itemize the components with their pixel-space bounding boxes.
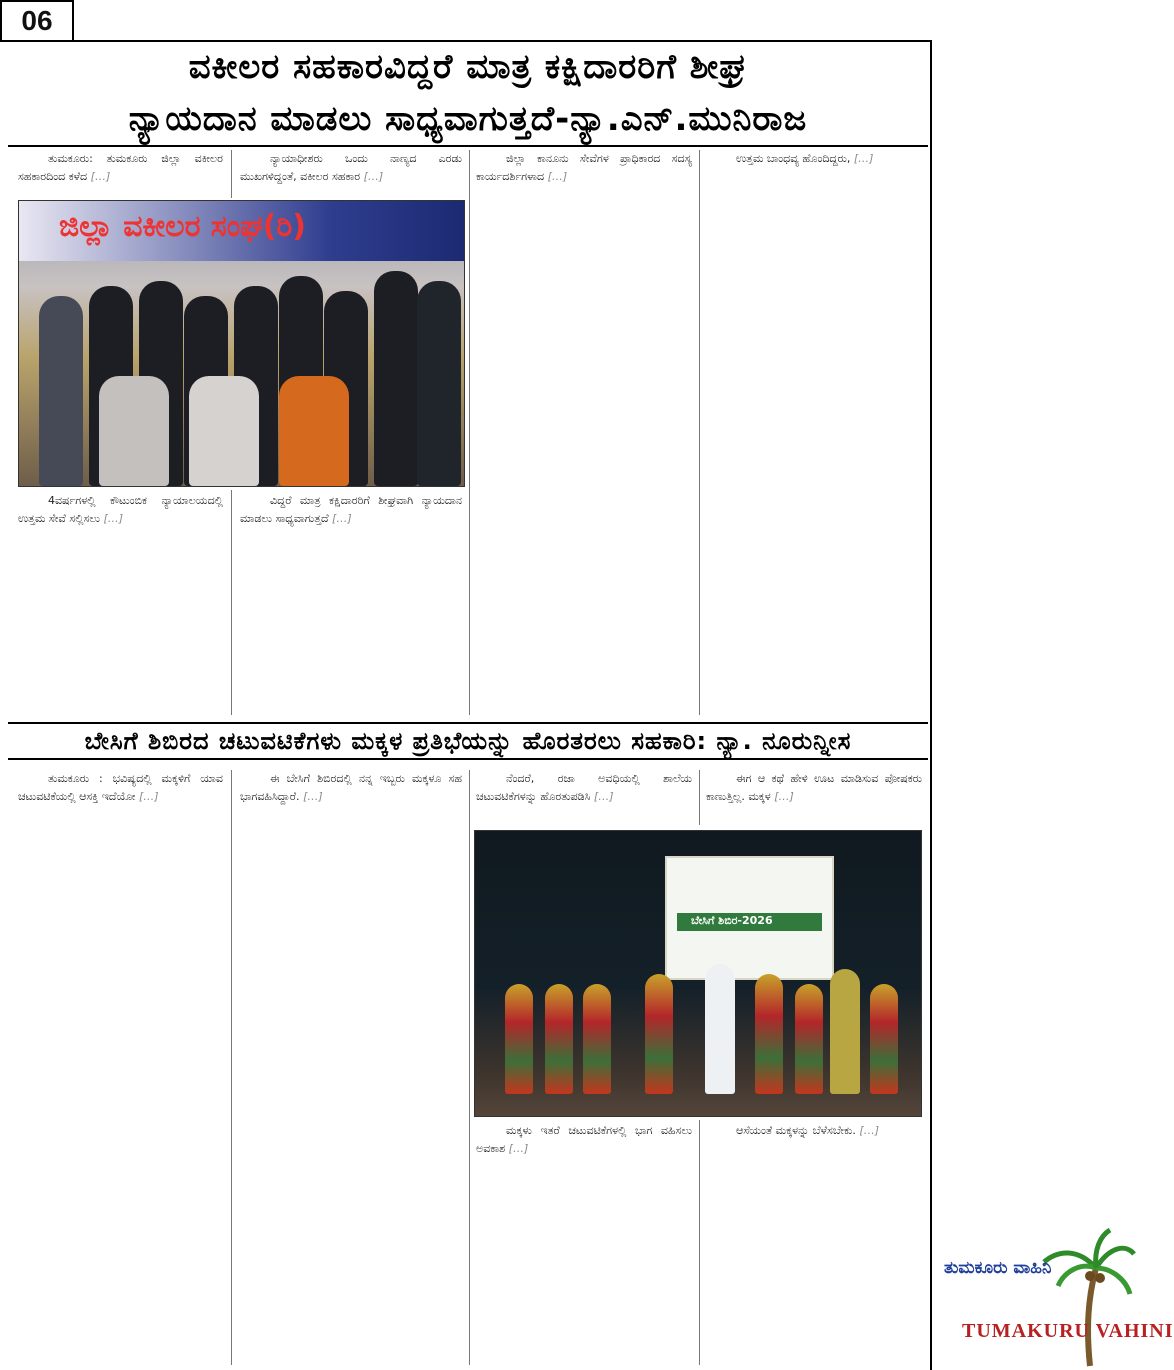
story1-col1-bottom-text: 4ವರ್ಷಗಳಲ್ಲಿ ಕೌಟುಂಬಿಕ ನ್ಯಾಯಾಲಯದಲ್ಲಿ ಉತ್ತಮ ಸೇವೆ ಸಲ್ಲಿಸಲು: [18, 494, 223, 525]
photo-dancer: [645, 974, 673, 1094]
story2-col3-top-text: ನೆಂದರೆ, ರಜಾ ಅವಧಿಯಲ್ಲಿ ಶಾಲೆಯ ಚಟುವಟಿಕೆಗಳನ್ನು ಹೊರತುಪಡಿಸಿ: [476, 772, 692, 803]
column-rule: [699, 1120, 700, 1365]
story1-photo-banner-text: ಜಿಲ್ಲಾ ವಕೀಲರ ಸಂಘ(ರಿ): [59, 209, 306, 244]
story1-col2-bottom: [240, 492, 462, 714]
column-rule: [469, 150, 470, 715]
story2-col2-text: ಈ ಬೇಸಿಗೆ ಶಿಬಿರದಲ್ಲಿ ನನ್ನ ಇಬ್ಬರು ಮಕ್ಕಳೂ ಸಹ ಭಾಗವಹಿಸಿದ್ದಾರೆ.: [240, 772, 462, 803]
logo-name-english: TUMAKURU VAHINI: [962, 1320, 1174, 1342]
story1-col3-missing: […]: [547, 170, 568, 183]
story1-headline-line1: ವಕೀಲರ ಸಹಕಾರವಿದ್ದರೆ ಮಾತ್ರ ಕಕ್ಷಿದಾರರಿಗೆ ಶೀಘ್ರ: [188, 47, 748, 87]
story2-col2-missing: […]: [303, 790, 323, 803]
palm-tree-icon: [940, 1228, 1136, 1368]
column-rule: [231, 490, 232, 715]
story1-col2-bottom-text: ವಿದ್ದರೆ ಮಾತ್ರ ಕಕ್ಷಿದಾರರಿಗೆ ಶೀಘ್ರವಾಗಿ ನ್ಯಾಯದಾನ ಮಾಡಲು ಸಾಧ್ಯವಾಗುತ್ತದೆ: [240, 494, 462, 525]
story1-col1-top-missing: […]: [90, 170, 111, 183]
story2-col4-bottom-missing: […]: [859, 1124, 879, 1137]
story1-col1-bottom: [18, 492, 223, 714]
story2-photo: [474, 830, 922, 1117]
story1-headline-line2: ನ್ಯಾಯದಾನ ಮಾಡಲು ಸಾಧ್ಯವಾಗುತ್ತದೆ-ನ್ಯಾ.ಎನ್.ಮುನಿರಾಜ: [128, 99, 808, 139]
story2-col4-top-text: ಈಗ ಆ ಕಥೆ ಹೇಳಿ ಊಟ ಮಾಡಿಸುವ ಪೋಷಕರು ಕಾಣುತ್ತಿಲ್ಲ. ಮಕ್ಕಳ: [706, 772, 922, 803]
story1-col2-top-text: ನ್ಯಾಯಾಧೀಶರು ಒಂದು ನಾಣ್ಯದ ಎರಡು ಮುಖಗಳಿದ್ದಂತೆ, ವಕೀಲರ ಸಹಕಾರ: [240, 152, 462, 183]
story2-col3-top: [476, 770, 692, 826]
story1-col1-bottom-missing: […]: [103, 512, 124, 525]
story2-col3-bottom-text: ಮಕ್ಕಳು ಇತರೆ ಚಟುವಟಿಕೆಗಳಲ್ಲಿ ಭಾಗ ವಹಿಸಲು ಅವಕಾಶ: [476, 1124, 692, 1155]
tumakuru-vahini-logo: [940, 1228, 1174, 1368]
photo-dancer: [505, 984, 533, 1094]
story1-col3: [476, 150, 692, 710]
photo-dancer: [870, 984, 898, 1094]
story2-col2: [240, 770, 462, 1360]
story1-col1-top: [18, 150, 223, 196]
story2-col1-missing: […]: [138, 790, 159, 803]
headline-rule: [8, 145, 928, 147]
story1-col2-bottom-missing: […]: [332, 512, 352, 525]
story1-col2-top-missing: […]: [363, 170, 384, 183]
story2-col1-text: ತುಮಕೂರು : ಭವಿಷ್ಯದಲ್ಲಿ ಮಕ್ಕಳಿಗೆ ಯಾವ ಚಟುವಟಿಕೆಯಲ್ಲಿ ಆಸಕ್ತಿ ಇದೆಯೋ: [18, 772, 223, 803]
photo-seated-guest: [189, 376, 259, 486]
photo-seated-guest: [99, 376, 169, 486]
story2-col4-bottom: [706, 1122, 922, 1226]
story2-photo-banner-text: ಬೇಸಿಗೆ ಶಿಬಿರ-2026: [691, 914, 773, 927]
photo-dancer: [755, 974, 783, 1094]
column-rule: [699, 770, 700, 825]
story2-col1: [18, 770, 223, 1360]
column-rule: [231, 150, 232, 198]
story2-headline: ಬೇಸಿಗೆ ಶಿಬಿರದ ಚಟುವಟಿಕೆಗಳು ಮಕ್ಕಳ ಪ್ರತಿಭೆಯನ್ನು ಹೊರತರಲು ಸಹಕಾರಿ: ನ್ಯಾ. ನೂರುನ್ನೀಸ: [8, 722, 928, 760]
story1-photo: [18, 200, 465, 487]
photo-person: [830, 969, 860, 1094]
story2-col4-bottom-text: ಆಸೆಯಂತೆ ಮಕ್ಕಳನ್ನು ಬೆಳೆಸಬೇಕು.: [736, 1124, 856, 1137]
story1-col4-missing: […]: [853, 152, 874, 165]
story1-col1-top-text: ತುಮಕೂರು: ತುಮಕೂರು ಜಿಲ್ಲಾ ವಕೀಲರ ಸಹಕಾರದಿಂದ ಕಳೆದ: [18, 152, 223, 183]
photo-person: [417, 281, 461, 486]
photo-dancer: [545, 984, 573, 1094]
story1-photo-banner: [19, 201, 464, 261]
story2-col3-bottom-missing: […]: [508, 1142, 529, 1155]
logo-name-kannada: ತುಮಕೂರು ವಾಹಿನಿ: [944, 1258, 1052, 1278]
photo-seated-guest: [279, 376, 349, 486]
story1-col4: [706, 150, 922, 710]
story1-col3-text: ಜಿಲ್ಲಾ ಕಾನೂನು ಸೇವೆಗಳ ಪ್ರಾಧಿಕಾರದ ಸದಸ್ಯ ಕಾರ್ಯದರ್ಶಿಗಳಾದ: [476, 152, 692, 183]
photo-person: [39, 296, 83, 486]
story2-col4-top-missing: […]: [774, 790, 794, 803]
photo-dancer: [795, 984, 823, 1094]
story2-photo-banner: [665, 856, 834, 980]
photo-dancer: [583, 984, 611, 1094]
story2-col3-bottom: [476, 1122, 692, 1362]
page-number: 06: [0, 0, 74, 42]
column-rule: [231, 770, 232, 1365]
photo-person: [705, 964, 735, 1094]
photo-person: [374, 271, 418, 486]
story1-col2-top: [240, 150, 462, 196]
story1-col4-text: ಉತ್ತಮ ಬಾಂಧವ್ಯ ಹೊಂದಿದ್ದರು,: [736, 152, 851, 165]
column-rule: [469, 770, 470, 1365]
story2-col4-top: [706, 770, 922, 826]
column-rule: [699, 150, 700, 715]
story2-col3-top-missing: […]: [593, 790, 614, 803]
